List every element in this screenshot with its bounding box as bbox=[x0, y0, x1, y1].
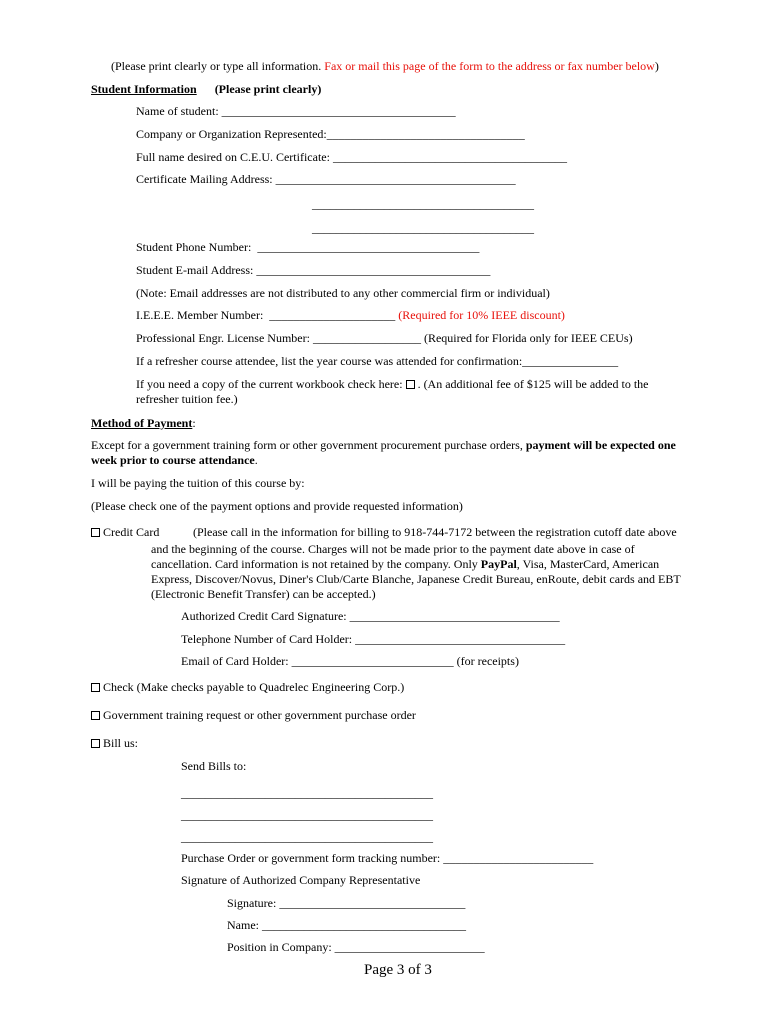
bill-address-line-2[interactable]: __________________________________________ bbox=[181, 808, 433, 822]
ieee-field[interactable]: I.E.E.E. Member Number: _____________________ bbox=[136, 308, 399, 322]
license-field[interactable]: Professional Engr. License Number: __________________ (Required for Florida only for IEEE CEUs) bbox=[136, 331, 633, 345]
check-option bbox=[91, 680, 404, 695]
except-bold: payment will be expected one bbox=[525, 438, 676, 452]
paypal-text: PayPal bbox=[480, 557, 517, 571]
company-field[interactable]: Company or Organization Represented:_________________________________ bbox=[136, 127, 525, 141]
full-name-field[interactable]: Full name desired on C.E.U. Certificate: _______________________________________ bbox=[136, 150, 567, 164]
cc-email-field[interactable]: Email of Card Holder: ___________________________ (for receipts) bbox=[181, 654, 519, 668]
except-text: Except for a government training form or other government procurement purchase orders, bbox=[91, 438, 526, 452]
page-number: Page 3 of 3 bbox=[364, 962, 432, 978]
bill-address-line-1[interactable]: __________________________________________ bbox=[181, 786, 433, 800]
cc-signature-field[interactable]: Authorized Credit Card Signature: ___________________________________ bbox=[181, 609, 560, 623]
credit-line-3 bbox=[151, 557, 659, 572]
credit-line-5: (Electronic Benefit Transfer) can be accepted.) bbox=[151, 587, 376, 601]
bill-checkbox[interactable] bbox=[91, 739, 100, 748]
except-line-1 bbox=[91, 438, 676, 453]
bill-address-line-3[interactable]: __________________________________________ bbox=[181, 830, 433, 844]
except-bold-2: week prior to course attendance bbox=[91, 453, 255, 467]
cc-phone-field[interactable]: Telephone Number of Card Holder: ___________________________________ bbox=[181, 632, 566, 646]
workbook-text: If you need a copy of the current workbook check here: bbox=[136, 377, 406, 391]
rep-signature-field[interactable]: Signature: _______________________________ bbox=[227, 896, 466, 910]
refresher-field[interactable]: If a refresher course attendee, list the year course was attended for confirmation:________________ bbox=[136, 354, 619, 368]
student-subheading: (Please print clearly) bbox=[214, 82, 322, 96]
bill-label: Bill us: bbox=[103, 736, 139, 750]
gov-label: Government training request or other government purchase order bbox=[103, 708, 416, 722]
student-name-field[interactable]: Name of student: _______________________________________ bbox=[136, 104, 456, 118]
email-note: (Note: Email addresses are not distributed to any other commercial firm or individual) bbox=[136, 286, 550, 300]
intro-text: (Please print clearly or type all information. bbox=[111, 59, 325, 73]
credit-line-1: (Please call in the information for billing to 918-744-7172 between the registration cutoff date above bbox=[193, 525, 677, 539]
check-one-text: (Please check one of the payment options and provide requested information) bbox=[91, 499, 463, 513]
rep-name-field[interactable]: Name: __________________________________ bbox=[227, 918, 466, 932]
mailing-address-line-2[interactable]: _____________________________________ bbox=[312, 197, 534, 211]
credit-line-4: Express, Discover/Novus, Diner's Club/Carte Blanche, Japanese Credit Bureau, enRoute, debit cards and EBT bbox=[151, 572, 681, 586]
gov-option bbox=[91, 708, 416, 723]
credit-text-3: cancellation. Card information is not retained by the company. Only bbox=[151, 557, 481, 571]
po-field[interactable]: Purchase Order or government form tracking number: _________________________ bbox=[181, 851, 594, 865]
ieee-discount-note: (Required for 10% IEEE discount) bbox=[398, 308, 565, 322]
except-period: . bbox=[254, 453, 258, 467]
student-heading: Student Information bbox=[91, 82, 197, 96]
credit-text-3b: , Visa, MasterCard, American bbox=[516, 557, 660, 571]
rep-position-field[interactable]: Position in Company: _________________________ bbox=[227, 940, 485, 954]
send-bills-label: Send Bills to: bbox=[181, 759, 247, 773]
mailing-address-field[interactable]: Certificate Mailing Address: ________________________________________ bbox=[136, 172, 516, 186]
paying-text: I will be paying the tuition of this course by: bbox=[91, 476, 305, 490]
intro-line bbox=[111, 59, 659, 74]
workbook-fee-cont: refresher tuition fee.) bbox=[136, 392, 238, 406]
workbook-fee-text: . (An additional fee of $125 will be added to the bbox=[414, 377, 649, 391]
credit-card-option bbox=[91, 525, 159, 540]
check-label: Check (Make checks payable to Quadrelec Engineering Corp.) bbox=[103, 680, 405, 694]
mailing-address-line-3[interactable]: _____________________________________ bbox=[312, 221, 534, 235]
credit-line-2: and the beginning of the course. Charges will not be made prior to the payment date above in case of bbox=[151, 542, 635, 556]
workbook-line bbox=[136, 377, 649, 392]
fax-note: Fax or mail this page of the form to the address or fax number below bbox=[324, 59, 655, 73]
ieee-line bbox=[136, 308, 565, 323]
payment-heading-line bbox=[91, 416, 196, 431]
bill-option bbox=[91, 736, 138, 751]
payment-heading: Method of Payment bbox=[91, 416, 193, 430]
workbook-checkbox[interactable] bbox=[406, 380, 415, 389]
payment-heading-colon: : bbox=[192, 416, 196, 430]
intro-close: ) bbox=[654, 59, 659, 73]
student-heading-line bbox=[91, 82, 321, 97]
gov-checkbox[interactable] bbox=[91, 711, 100, 720]
except-line-2 bbox=[91, 453, 258, 468]
email-field[interactable]: Student E-mail Address: _______________________________________ bbox=[136, 263, 491, 277]
credit-card-checkbox[interactable] bbox=[91, 528, 100, 537]
credit-card-label: Credit Card bbox=[103, 525, 160, 539]
phone-field[interactable]: Student Phone Number: _____________________________________ bbox=[136, 240, 480, 254]
sig-rep-label: Signature of Authorized Company Representative bbox=[181, 873, 421, 887]
check-checkbox[interactable] bbox=[91, 683, 100, 692]
